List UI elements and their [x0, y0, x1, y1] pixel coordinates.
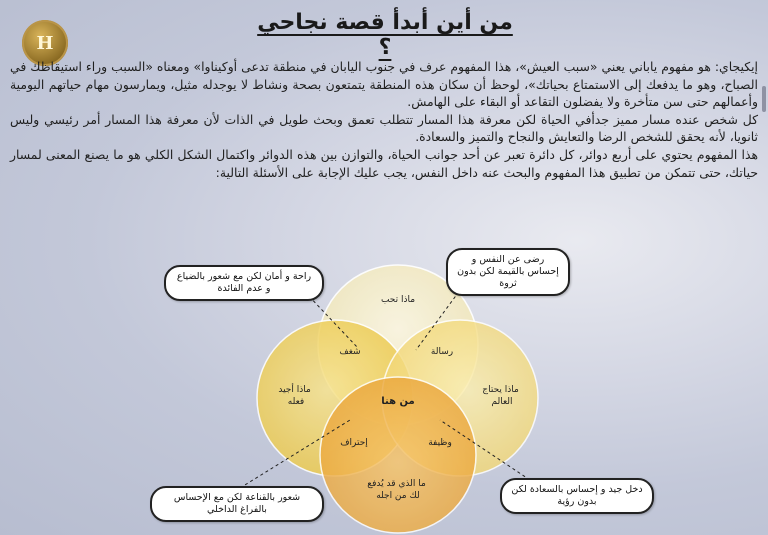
label-skill-line2: فعله: [287, 397, 305, 407]
paragraph-life-path: كل شخص عنده مسار مميز جدأفي الحياة لكن معرفة هذا المسار تتطلب تعمق وبحث طويل في الذات لأن معرفة هذا المسار أمر رئيسي وليس ثانويا، لأنه يحقق للشخص الرضا والتعايش والنجاح والتميز والسعادة.: [10, 111, 758, 145]
label-need-line2: العالم: [491, 397, 513, 407]
paragraph-four-circles: هذا المفهوم يحتوي على أربع دوائر، كل دائرة تعبر عن أحد جوانب الحياة، والتوازن بين هذه الدوائر واكتمال الشكل الكلي هو ما يصنع المعنى لمسار حياتك، حتى تتمكن من تطبيق هذا المفهوم والبحث عنه داخل النفس، يجب عليك الإجابة على الأسئلة التالية:: [10, 146, 758, 180]
scrollbar-thumb[interactable]: [762, 86, 766, 112]
label-vocation: وظيفة: [428, 438, 452, 448]
callout-top-right: رضى عن النفس و إحساس بالقيمة لكن بدون ثروة: [446, 248, 570, 296]
label-passion: شغف: [339, 347, 361, 357]
callout-top-left: راحة و أمان لكن مع شعور بالضياع و عدم الفائدة: [164, 265, 324, 301]
label-center: من هنا: [381, 396, 415, 407]
callout-bottom-left: شعور بالقناعة لكن مع الإحساس بالفراغ الداخلي: [150, 486, 324, 522]
label-profession: إحتراف: [340, 438, 368, 448]
label-paid-line1: ما الذي قد يُدفع: [367, 479, 426, 489]
label-skill-line1: ماذا أجيد: [278, 385, 311, 395]
label-mission: رسالة: [430, 347, 454, 357]
paragraph-ikigai-definition: إيكيجاي: هو مفهوم ياباني يعني «سبب العيش»، هذا المفهوم عرف في جنوب اليابان في منطقة تدعى أوكيناوا» ومعناه «السبب وراء استيقاظك في الصباح، وهو ما يدفعك إلى الاستمتاع بحياتك»، لوحظ أن سكان هذه المنطقة يتمتعون بصحة ونشاط لا يوجدله مثيل، ويمارسون مهام حياتهم اليومية وأعمالهم حتى سن متأخرة ولا يفضلون التقاعد أو البقاء على الهامش.: [10, 59, 758, 110]
page-title: من أين أبدأ قصة نجاحي ؟: [257, 10, 513, 60]
label-what-you-love: ماذا تحب: [380, 295, 416, 305]
label-paid-line2: لك من اجله: [376, 491, 420, 501]
callout-bottom-right: دخل جيد و إحساس بالسعادة لكن بدون رؤية: [500, 478, 654, 514]
logo-letter: H: [36, 32, 54, 54]
label-need-line1: ماذا يحتاج: [482, 385, 519, 395]
